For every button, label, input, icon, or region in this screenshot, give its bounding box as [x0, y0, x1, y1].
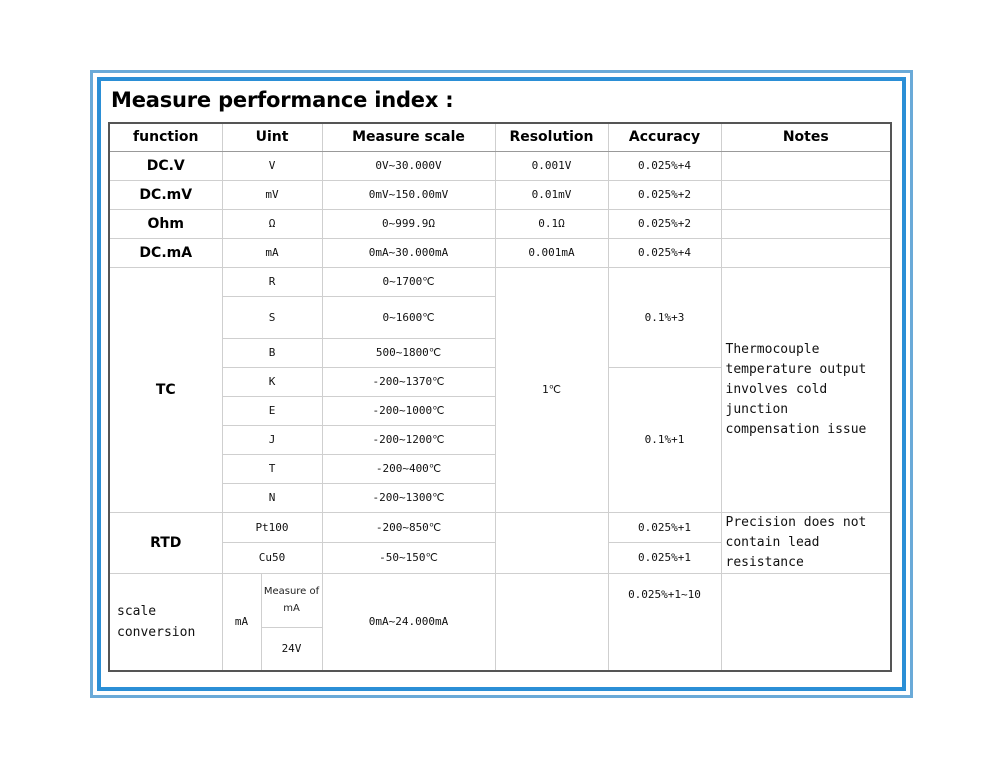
unit-cell: B	[222, 338, 322, 367]
notes-cell-rtd: Precision does not contain lead resistance	[721, 512, 891, 573]
function-cell: DC.mA	[109, 238, 222, 267]
scale-cell: 500~1800℃	[322, 338, 495, 367]
accuracy-cell: 0.025%+1~10	[608, 573, 721, 671]
accuracy-cell: 0.025%+4	[608, 238, 721, 267]
resolution-cell: 0.001V	[495, 151, 608, 180]
accuracy-cell-tc-b: 0.1%+1	[608, 367, 721, 512]
unit-cell: R	[222, 267, 322, 296]
scale-cell: 0~1700℃	[322, 267, 495, 296]
sub-value-cell: 24V	[261, 627, 322, 671]
notes-cell	[721, 573, 891, 671]
header-accuracy: Accuracy	[608, 123, 721, 151]
unit-cell: J	[222, 425, 322, 454]
scale-cell: -200~850℃	[322, 512, 495, 543]
scale-cell: -200~1300℃	[322, 483, 495, 512]
function-cell-tc: TC	[109, 267, 222, 512]
header-notes: Notes	[721, 123, 891, 151]
accuracy-cell-tc-a: 0.1%+3	[608, 267, 721, 367]
notes-cell	[721, 238, 891, 267]
header-unit: Uint	[222, 123, 322, 151]
resolution-cell-tc: 1℃	[495, 267, 608, 512]
scale-cell: 0mA~30.000mA	[322, 238, 495, 267]
unit-cell: T	[222, 454, 322, 483]
resolution-cell: 0.01mV	[495, 180, 608, 209]
resolution-cell	[495, 573, 608, 671]
unit-cell: K	[222, 367, 322, 396]
header-measure-scale: Measure scale	[322, 123, 495, 151]
resolution-cell-rtd	[495, 512, 608, 573]
performance-table	[108, 122, 892, 672]
resolution-cell: 0.1Ω	[495, 209, 608, 238]
accuracy-cell: 0.025%+2	[608, 180, 721, 209]
notes-cell	[721, 180, 891, 209]
header-row	[109, 123, 891, 151]
accuracy-cell: 0.025%+1	[608, 512, 721, 543]
notes-cell	[721, 151, 891, 180]
scale-cell: -200~400℃	[322, 454, 495, 483]
accuracy-cell: 0.025%+2	[608, 209, 721, 238]
function-cell: Ohm	[109, 209, 222, 238]
document-title: Measure performance index :	[111, 88, 454, 112]
header-function: function	[109, 123, 222, 151]
scale-cell: 0mV~150.00mV	[322, 180, 495, 209]
table-row	[109, 512, 891, 543]
unit-cell: V	[222, 151, 322, 180]
scale-cell: -50~150℃	[322, 543, 495, 574]
unit-cell: mA	[222, 573, 261, 671]
table-row	[109, 573, 891, 627]
unit-cell: E	[222, 396, 322, 425]
function-cell: DC.V	[109, 151, 222, 180]
accuracy-cell: 0.025%+1	[608, 543, 721, 574]
table-row	[109, 180, 891, 209]
scale-cell: 0V~30.000V	[322, 151, 495, 180]
unit-cell: Cu50	[222, 543, 322, 574]
header-resolution: Resolution	[495, 123, 608, 151]
function-cell: DC.mV	[109, 180, 222, 209]
unit-cell: Ω	[222, 209, 322, 238]
scale-cell: 0~1600℃	[322, 296, 495, 338]
notes-cell	[721, 209, 891, 238]
scale-cell: 0mA~24.000mA	[322, 573, 495, 671]
unit-cell: S	[222, 296, 322, 338]
table-row	[109, 267, 891, 296]
function-cell-scale-conversion: scale conversion	[109, 573, 222, 671]
scale-cell: -200~1370℃	[322, 367, 495, 396]
scale-cell: -200~1200℃	[322, 425, 495, 454]
accuracy-cell: 0.025%+4	[608, 151, 721, 180]
scale-cell: -200~1000℃	[322, 396, 495, 425]
unit-cell: N	[222, 483, 322, 512]
table-row	[109, 238, 891, 267]
function-cell-rtd: RTD	[109, 512, 222, 573]
resolution-cell: 0.001mA	[495, 238, 608, 267]
table-row	[109, 209, 891, 238]
scale-cell: 0~999.9Ω	[322, 209, 495, 238]
table-row	[109, 151, 891, 180]
notes-cell-tc: Thermocouple temperature output involves cold junction compensation issue	[721, 267, 891, 512]
sub-label-cell: Measure of mA	[261, 573, 322, 627]
unit-cell: mV	[222, 180, 322, 209]
unit-cell: Pt100	[222, 512, 322, 543]
unit-cell: mA	[222, 238, 322, 267]
